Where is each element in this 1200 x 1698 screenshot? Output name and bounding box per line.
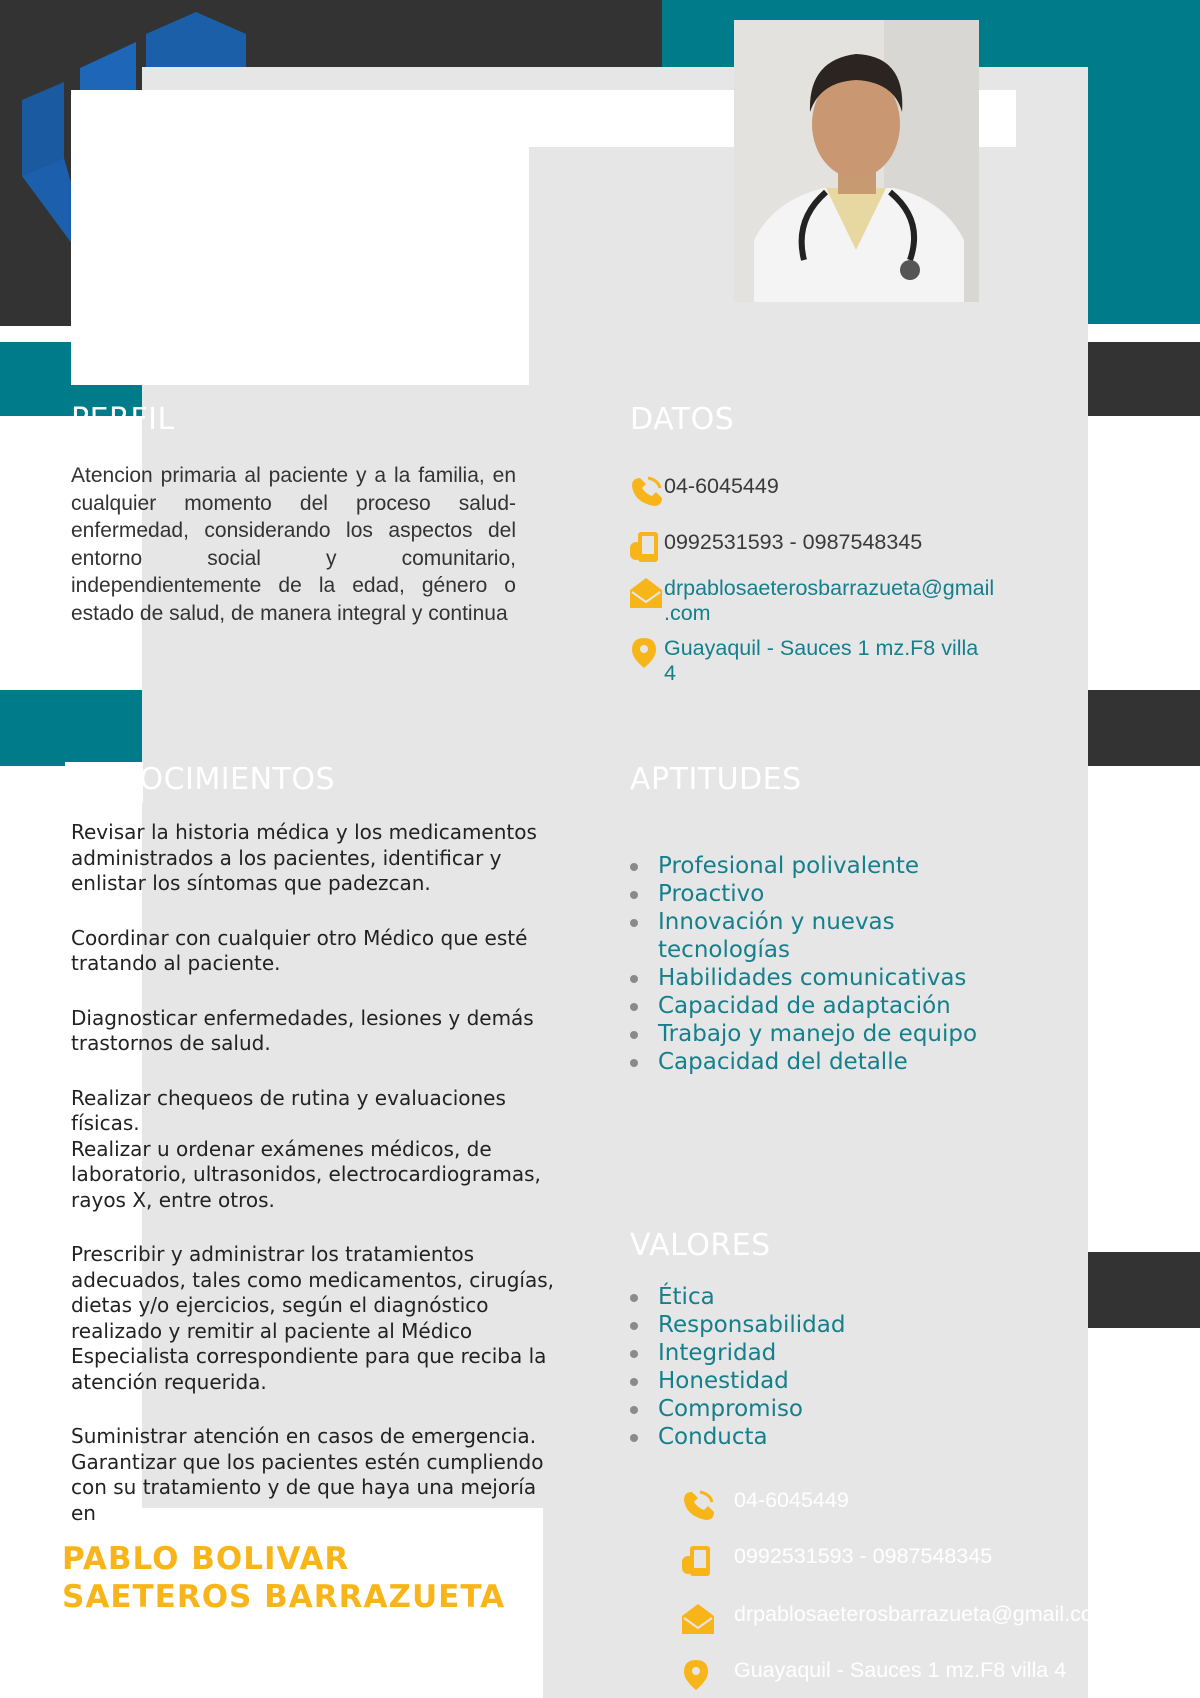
profile-heading: PERFIL <box>71 402 175 437</box>
location-icon <box>628 636 664 670</box>
values-dark-band <box>1088 1252 1200 1328</box>
contact-phone-text: 04-6045449 <box>664 474 779 498</box>
contact-email-text[interactable]: drpablosaeterosbarrazueta@gmail .com <box>664 576 995 625</box>
knowledge-p6a: Suministrar atención en casos de emergencia. <box>71 1424 537 1448</box>
list-item: Innovación y nuevas tecnologías <box>658 908 1018 964</box>
name-line-2: SAETEROS BARRAZUETA <box>62 1579 506 1615</box>
list-item: Responsabilidad <box>658 1311 1018 1339</box>
email-icon <box>628 576 664 610</box>
list-item: Profesional polivalente <box>658 852 1018 880</box>
list-item: Capacidad del detalle <box>658 1048 1018 1076</box>
knowledge-text <box>71 820 561 1525</box>
profile-photo <box>734 20 979 302</box>
knowledge-heading <box>71 762 371 797</box>
footer-mobile <box>680 1544 992 1578</box>
person-name <box>62 1540 505 1616</box>
phone-icon <box>680 1488 716 1522</box>
knowledge-p1: Revisar la historia médica y los medicamentos administrados a los pacientes, identificar y enlistar los síntomas que padezcan. <box>71 820 537 895</box>
footer-phone-text: 04-6045449 <box>734 1488 849 1512</box>
list-item: Proactivo <box>658 880 1018 908</box>
valores-list <box>628 1283 1018 1451</box>
name-line-1: PABLO BOLIVAR <box>62 1541 350 1577</box>
knowledge-p2: Coordinar con cualquier otro Médico que esté tratando al paciente. <box>71 925 528 975</box>
profile-dark-band <box>1088 342 1200 416</box>
knowledge-dark-band <box>1088 690 1200 766</box>
contact-mobile <box>628 530 922 564</box>
list-item: Compromiso <box>658 1395 1018 1423</box>
mobile-icon <box>628 530 664 564</box>
knowledge-p4a: Realizar chequeos de rutina y evaluaciones físicas. <box>71 1085 506 1135</box>
knowledge-p3: Diagnosticar enfermedades, lesiones y demás trastornos de salud. <box>71 1005 534 1055</box>
aptitudes-list <box>628 852 1018 1076</box>
contact-email[interactable] <box>628 576 994 626</box>
list-item: Conducta <box>658 1423 1018 1451</box>
list-item: Ética <box>658 1283 1018 1311</box>
knowledge-p5: Prescribir y administrar los tratamientos adecuados, tales como medicamentos, cirugías, dietas y/o ejercicios, según el diagnóstico realizado y remitir al paciente al Médico Especialista correspondiente para que reciba la atención requerida. <box>71 1242 554 1394</box>
footer-address <box>680 1658 1066 1692</box>
profile-text: Atencion primaria al paciente y a la familia, en cualquier momento del proceso salud- enfermedad, considerando los aspectos del entorno social y comunitario, independientemente de la edad, género o estado de salud, de manera integral y continua <box>71 464 516 625</box>
contact-address <box>628 636 978 686</box>
knowledge-teal-band <box>0 690 142 766</box>
header-white-box <box>71 147 529 385</box>
list-item: Honestidad <box>658 1367 1018 1395</box>
knowledge-p6b: Garantizar que los pacientes estén cumpliendo con su tratamiento y de que haya una mejoría en <box>71 1449 544 1525</box>
footer-email[interactable] <box>680 1602 1111 1636</box>
knowledge-heading-text: CONOCIMIENTOS <box>71 762 336 797</box>
contact-address-text: Guayaquil - Sauces 1 mz.F8 villa 4 <box>664 636 979 685</box>
valores-heading: VALORES <box>630 1228 771 1263</box>
contact-mobile-text: 0992531593 - 0987548345 <box>664 530 923 554</box>
footer-mobile-text: 0992531593 - 0987548345 <box>734 1544 993 1568</box>
aptitudes-heading: APTITUDES <box>630 762 802 797</box>
email-icon <box>680 1602 716 1636</box>
list-item: Integridad <box>658 1339 1018 1367</box>
list-item: Capacidad de adaptación <box>658 992 1018 1020</box>
list-item: Habilidades comunicativas <box>658 964 1018 992</box>
datos-heading: DATOS <box>630 402 735 437</box>
footer-email-text[interactable]: drpablosaeterosbarrazueta@gmail.com <box>734 1602 1111 1626</box>
footer-phone <box>680 1488 849 1522</box>
location-icon <box>680 1658 716 1692</box>
footer-contact <box>680 1488 1111 1698</box>
contact-phone <box>628 474 779 508</box>
phone-icon <box>628 474 664 508</box>
knowledge-p4b: Realizar u ordenar exámenes médicos, de laboratorio, ultrasonidos, electrocardiogramas, rayos X, entre otros. <box>71 1136 541 1212</box>
footer-address-text: Guayaquil - Sauces 1 mz.F8 villa 4 <box>734 1658 1067 1682</box>
mobile-icon <box>680 1544 716 1578</box>
list-item: Trabajo y manejo de equipo <box>658 1020 1018 1048</box>
